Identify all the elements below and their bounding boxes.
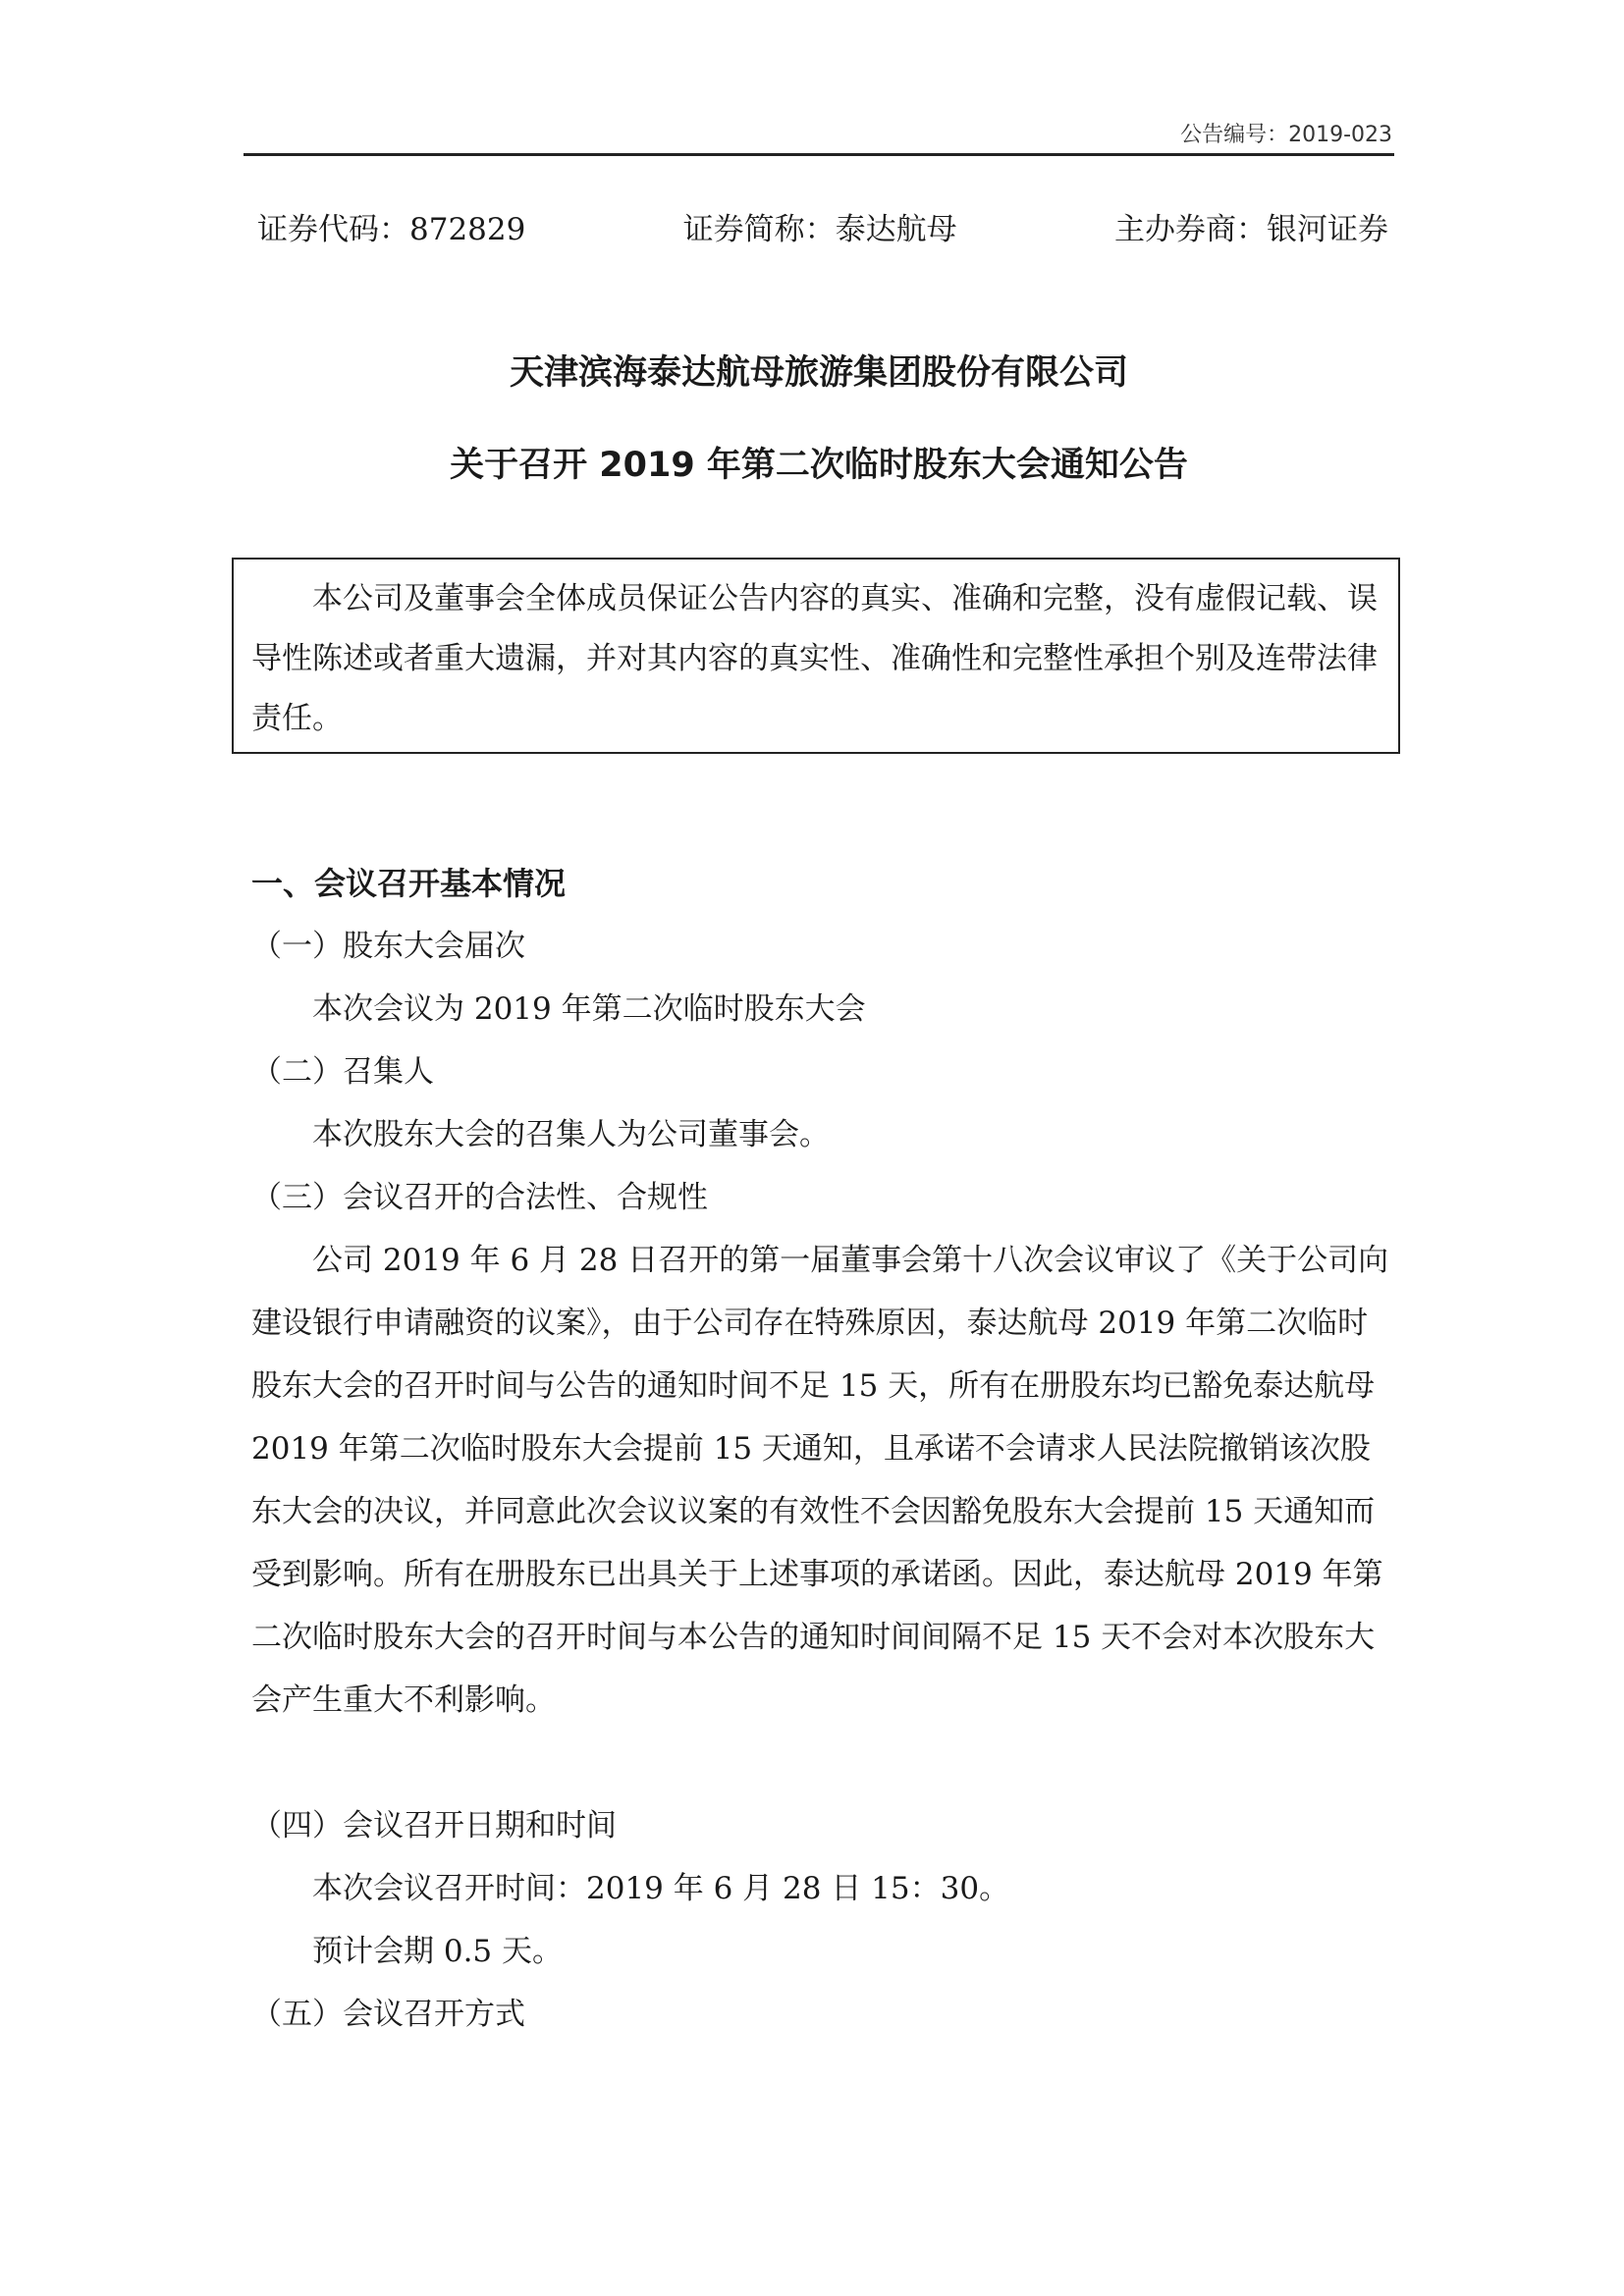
company-title: 天津滨海泰达航母旅游集团股份有限公司 — [509, 353, 1128, 393]
announcement-title: 关于召开 2019 年第二次临时股东大会通知公告 — [450, 446, 1188, 485]
convener-text: 本次股东大会的召集人为公司董事会。 — [312, 1117, 830, 1152]
securities-broker: 主办券商：银河证券 — [1114, 212, 1388, 247]
announcement-number: 公告编号：2019-023 — [1180, 123, 1392, 147]
session-text: 本次会议为 2019 年第二次临时股东大会 — [312, 991, 866, 1027]
meeting-duration-text: 预计会期 0.5 天。 — [312, 1934, 564, 1969]
legality-text: 公司 2019 年 6 月 28 日召开的第一届董事会第十八次会议审议了《关于公司向建设银行申请融资的议案》，由于公司存在特殊原因，泰达航母 2019 年第二次临时股东大会的召开时间与公告的通知时间不足 15 天，所有在册股东均已豁免泰达航母 2019 年第二次临时股东大会提前 15 天通知，且承诺不会请求人民法院撤销该次股东大会的决议，并同意此次会议议案的有效性不会因豁免股东大会提前 15 天通知而受到影响。所有在册股东已出具关于上述事项的承诺函。因此，泰达航母 2019 年第二次临时股东大会的召开时间与本公告的通知时间间隔不足 15 天不会对本次股东大会产生重大不利影响。 — [251, 1243, 1389, 1718]
disclaimer-box — [232, 558, 1400, 754]
subsection-heading-datetime: （四）会议召开日期和时间 — [251, 1808, 617, 1843]
meeting-time-text: 本次会议召开时间：2019 年 6 月 28 日 15：30。 — [312, 1871, 1010, 1906]
document-body — [251, 852, 1390, 2046]
securities-info-row — [257, 208, 1388, 251]
header-divider — [244, 153, 1394, 156]
securities-code: 证券代码：872829 — [257, 212, 526, 247]
disclaimer-text: 本公司及董事会全体成员保证公告内容的真实、准确和完整，没有虚假记载、误导性陈述或者重大遗漏，并对其内容的真实性、准确性和完整性承担个别及连带法律责任。 — [251, 581, 1378, 736]
subsection-heading-legality: （三）会议召开的合法性、合规性 — [251, 1180, 708, 1215]
subsection-heading-convener: （二）召集人 — [251, 1054, 434, 1090]
securities-short-name: 证券简称：泰达航母 — [682, 212, 957, 247]
section-heading: 一、会议召开基本情况 — [251, 865, 567, 902]
spacer — [251, 1732, 1390, 1794]
subsection-heading-session: （一）股东大会届次 — [251, 929, 525, 964]
subsection-heading-method: （五）会议召开方式 — [251, 1997, 525, 2032]
